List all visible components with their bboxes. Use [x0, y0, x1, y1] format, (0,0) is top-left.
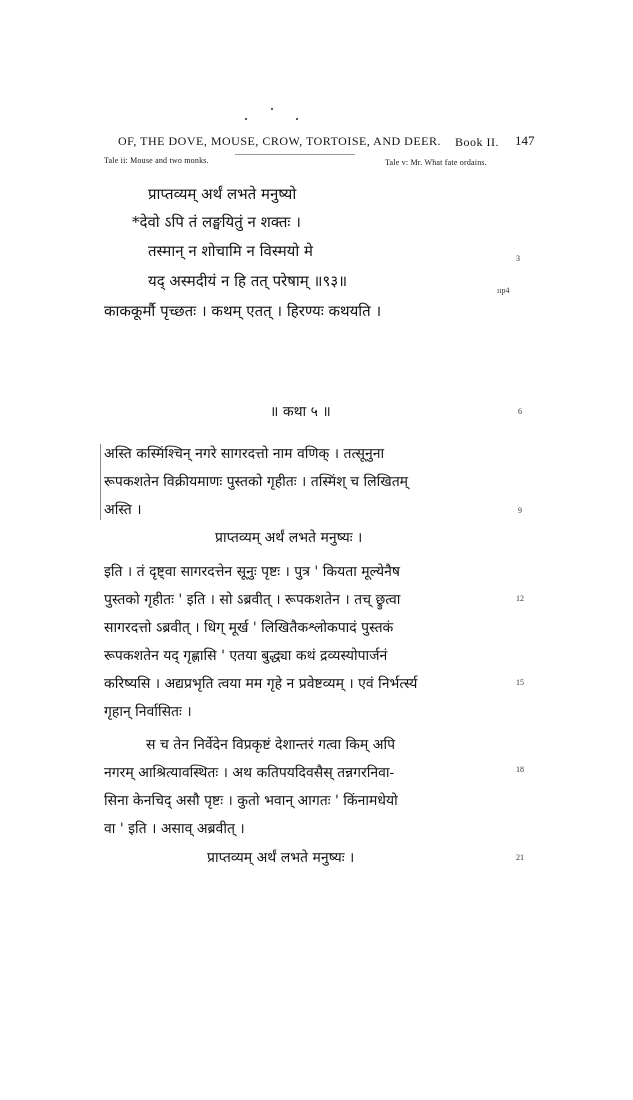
- refrain: प्राप्तव्यम् अर्थं लभते मनुष्यः ।: [207, 850, 355, 866]
- verse-line: प्राप्तव्यम् अर्थं लभते मनुष्यो: [148, 185, 297, 203]
- margin-side-note: ııp4: [497, 286, 510, 295]
- paragraph-line: रूपकशतेन विक्रीयमाणः पुस्तको गृहीतः । तस्मिंश् च लिखितम्: [104, 474, 409, 490]
- print-speck: [245, 118, 247, 120]
- margin-line-number: 18: [516, 765, 524, 774]
- margin-line-number: 6: [518, 407, 522, 416]
- margin-line-number: 21: [516, 853, 524, 862]
- paragraph-line: गृहान् निर्वासितः ।: [104, 704, 192, 720]
- verse-line: यद् अस्मदीयं न हि तत् परेषाम् ॥९३॥: [148, 272, 348, 290]
- story-heading: ॥ कथा ५ ॥: [270, 404, 331, 420]
- paragraph-line: करिष्यसि । अद्यप्रभृति त्वया मम गृहे न प्रवेष्टव्यम् । एवं निर्भर्त्स्य: [104, 676, 418, 692]
- margin-rule: [100, 444, 101, 520]
- margin-line-number: 9: [518, 506, 522, 515]
- paragraph-line: नगरम् आश्रित्यावस्थितः । अथ कतिपयदिवसैस् तन्नगरनिवा-: [104, 765, 395, 781]
- print-speck: [296, 118, 298, 120]
- refrain: प्राप्तव्यम् अर्थं लभते मनुष्यः ।: [215, 530, 363, 546]
- header-rule: [235, 154, 355, 155]
- verse-line: *देवो ऽपि तं लङ्घयितुं न शक्तः ।: [132, 213, 301, 231]
- paragraph-line: सागरदत्तो ऽब्रवीत् । धिग् मूर्ख ' लिखितैकश्लोकपादं पुस्तकं: [104, 620, 394, 636]
- verse-line: तस्मान् न शोचामि न विस्मयो मे: [148, 242, 313, 260]
- paragraph-line: सिना केनचिद् असौ पृष्टः । कुतो भवान् आगतः ' किंनामधेयो: [104, 793, 398, 809]
- paragraph-line: पुस्तको गृहीतः ' इति । सो ऽब्रवीत् । रूपकशतेन । तच् छ्रुत्वा: [104, 592, 401, 608]
- margin-line-number: 15: [516, 678, 524, 687]
- paragraph-line: इति । तं दृष्ट्वा सागरदत्तेन सूनुः पृष्टः । पुत्र ' कियता मूल्येनैष: [104, 564, 401, 580]
- left-subheading: Tale ii: Mouse and two monks.: [104, 156, 209, 165]
- frame-line: काककूर्मौ पृच्छतः । कथम् एतत् । हिरण्यः कथयति ।: [104, 302, 382, 320]
- margin-line-number: 12: [516, 594, 524, 603]
- right-subheading: Tale v: Mr. What fate ordains.: [385, 158, 487, 167]
- paragraph-line: अस्ति कस्मिंश्चिन् नगरे सागरदत्तो नाम वणिक् । तत्सूनुना: [104, 446, 385, 462]
- paragraph-line: स च तेन निर्वेदेन विप्रकृष्टं देशान्तरं गत्वा किम् अपि: [146, 737, 396, 753]
- book-label: Book II.: [455, 135, 499, 149]
- page-number: 147: [515, 133, 535, 148]
- running-title: OF, THE DOVE, MOUSE, CROW, TORTOISE, AND DEER.: [118, 134, 442, 148]
- paragraph-line: अस्ति ।: [104, 502, 142, 518]
- print-speck: [271, 108, 273, 110]
- paragraph-line: वा ' इति । असाव् अब्रवीत् ।: [104, 821, 245, 837]
- margin-line-number: 3: [516, 254, 520, 263]
- paragraph-line: रूपकशतेन यद् गृह्णासि ' एतया बुद्ध्या कथं द्रव्यस्योपार्जनं: [104, 648, 388, 664]
